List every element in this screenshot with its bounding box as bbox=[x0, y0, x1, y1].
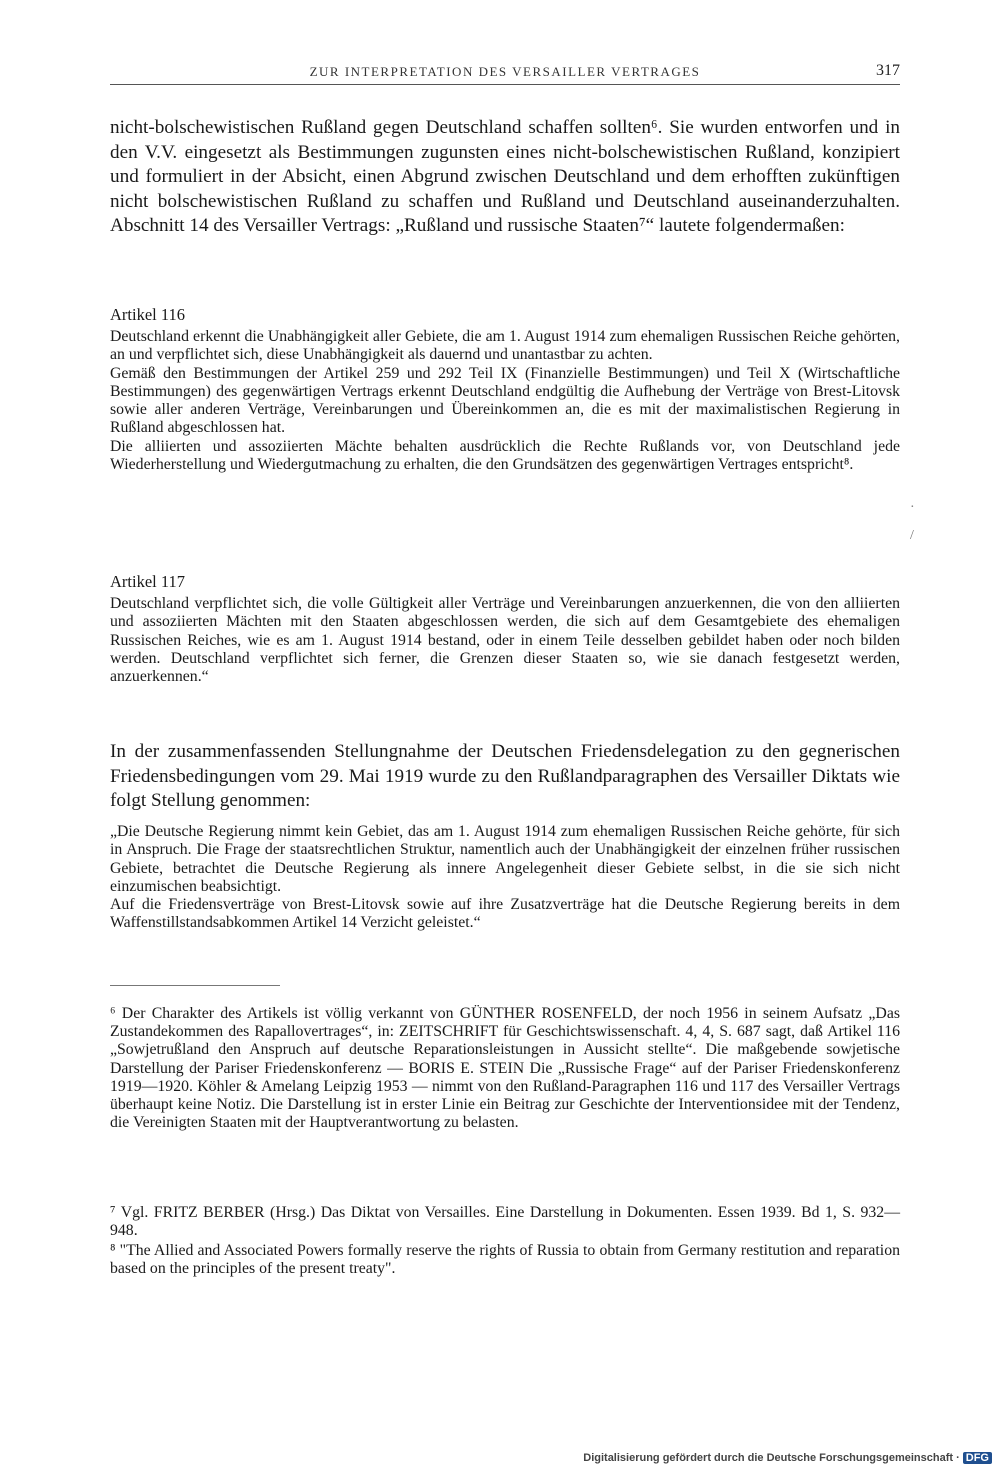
footnote-8: ⁸ "The Allied and Associated Powers formally reserve the rights of Russia to obtain from Germany restitution and reparation based on the principles of the present treaty". bbox=[110, 1242, 900, 1278]
delegation-quote bbox=[110, 823, 900, 933]
article-116-para-2: Gemäß den Bestimmungen der Artikel 259 und 292 Teil IX (Finanzielle Bestimmungen) und Teil X (Wirtschaftliche Bestimmungen) des gegenwärtigen Vertrags erkennt Deutschland endgültig die Aufhebung der Verträge von Brest-Litovsk sowie aller anderen Verträge, Vereinbarungen und Übereinkommen an, die es mit der maximalistischen Regierung in Rußland abgeschlossen hat. bbox=[110, 364, 900, 437]
digitization-credit bbox=[583, 1452, 992, 1464]
statement-paragraph: In der zusammenfassenden Stellungnahme der Deutschen Friedensdelegation zu den gegnerischen Friedensbedingungen vom 29. Mai 1919 wurde zu den Rußlandparagraphen des Versailler Diktats wie folgt Stellung genommen: bbox=[110, 741, 900, 811]
footnote-rule bbox=[110, 985, 280, 986]
quote-para-2: Auf die Friedensverträge von Brest-Litovsk sowie auf ihre Zusatzverträge hat die Deutsche Regierung bereits in dem Waffenstillstandsabkommen Artikel 14 Verzicht geleistet.“ bbox=[110, 896, 900, 932]
article-116-body bbox=[110, 328, 900, 474]
running-title: ZUR INTERPRETATION DES VERSAILLER VERTRAGES bbox=[309, 64, 701, 79]
footnote-6: ⁶ Der Charakter des Artikels ist völlig verkannt von GÜNTHER ROSENFELD, der noch 1956 in seinem Aufsatz „Das Zustandekommen des Rapallovertrages“, in: ZEITSCHRIFT für Geschichtswissenschaft. 4, 4, S. 687 sagt, daß Artikel 116 „Sowjetrußland den Anspruch auf deutsche Reparationsleistungen in Aussicht stellte“. Die maßgebende sowjetische Darstellung der Pariser Friedenskonferenz — BORIS E. STEIN Die „Russische Frage“ auf der Pariser Friedenskonferenz 1919—1920. Köhler & Amelang Leipzig 1953 — nimmt von den Rußland-Paragraphen 116 und 117 des Versailler Vertrags überhaupt keine Notiz. Die Darstellung ist in erster Linie ein Beitrag zur Geschichte der Interventionsidee mit der Tendenz, die Vereinigten Staaten mit der Hauptverantwortung zu belasten. bbox=[110, 1005, 900, 1132]
article-117-heading: Artikel 117 bbox=[110, 572, 185, 591]
page-number: 317 bbox=[876, 62, 900, 79]
quote-para-1: „Die Deutsche Regierung nimmt kein Gebiet, das am 1. August 1914 zum ehemaligen Russischen Reiche gehörte, für sich in Anspruch. Die Frage der staatsrechtlichen Struktur, namentlich auch der Unabhängigkeit der einzelnen früher russischen Gebiete, betrachtet die Deutsche Regierung als innere Angelegenheit dieser Gebiete selbst, in die sie sich nicht einzumischen beabsichtigt. bbox=[110, 823, 900, 895]
article-117-para-1: Deutschland verpflichtet sich, die volle Gültigkeit aller Verträge und Vereinbarungen anzuerkennen, die von den alliierten und assoziierten Mächten mit den Staaten abgeschlossen werden, die sich auf dem Gesamtgebiete des ehemaligen Russischen Reiches, wie es am 1. August 1914 bestand, oder in einem Teile desselben gebildet haben oder noch bilden werden. Deutschland verpflichtet sich ferner, die Grenzen dieser Staaten so, wie sie danach festgesetzt werden, anzuerkennen.“ bbox=[110, 595, 900, 686]
article-116-heading: Artikel 116 bbox=[110, 305, 185, 324]
article-116-para-1: Deutschland erkennt die Unabhängigkeit aller Gebiete, die am 1. August 1914 zum ehemaligen Russischen Reiche gehörten, an und verpflichtet sich, diese Unabhängigkeit als dauernd und unantastbar zu achten. bbox=[110, 328, 900, 364]
intro-paragraph: nicht-bolschewistischen Rußland gegen Deutschland schaffen sollten⁶. Sie wurden entworfen und in den V.V. eingesetzt als Bestimmungen zugunsten eines nicht-bolschewistischen Rußland, konzipiert und formuliert in der Absicht, einen Abgrund zwischen Deutschland und dem erhofften zukünftigen nicht bolschewistischen Rußland zu schaffen und Rußland und Deutschland auseinanderzuhalten. Abschnitt 14 des Versailler Vertrags: „Rußland und russische Staaten⁷“ lautete folgendermaßen: bbox=[110, 117, 900, 236]
page-header bbox=[110, 62, 900, 85]
margin-mark: · bbox=[910, 500, 915, 515]
article-116-para-3: Die alliierten und assoziierten Mächte behalten ausdrücklich die Rechte Rußlands vor, von Deutschland jede Wiederherstellung und Wiedergutmachung zu erhalten, die den Grundsätzen des gegenwärtigen Vertrages entspricht⁸. bbox=[110, 437, 900, 474]
footnote-7: ⁷ Vgl. FRITZ BERBER (Hrsg.) Das Diktat von Versailles. Eine Darstellung in Dokumenten. Essen 1939. Bd 1, S. 932—948. bbox=[110, 1204, 900, 1240]
credit-text: Digitalisierung gefördert durch die Deutsche Forschungsgemeinschaft · bbox=[583, 1452, 960, 1464]
dfg-logo: DFG bbox=[963, 1452, 992, 1464]
margin-mark: / bbox=[910, 528, 914, 543]
